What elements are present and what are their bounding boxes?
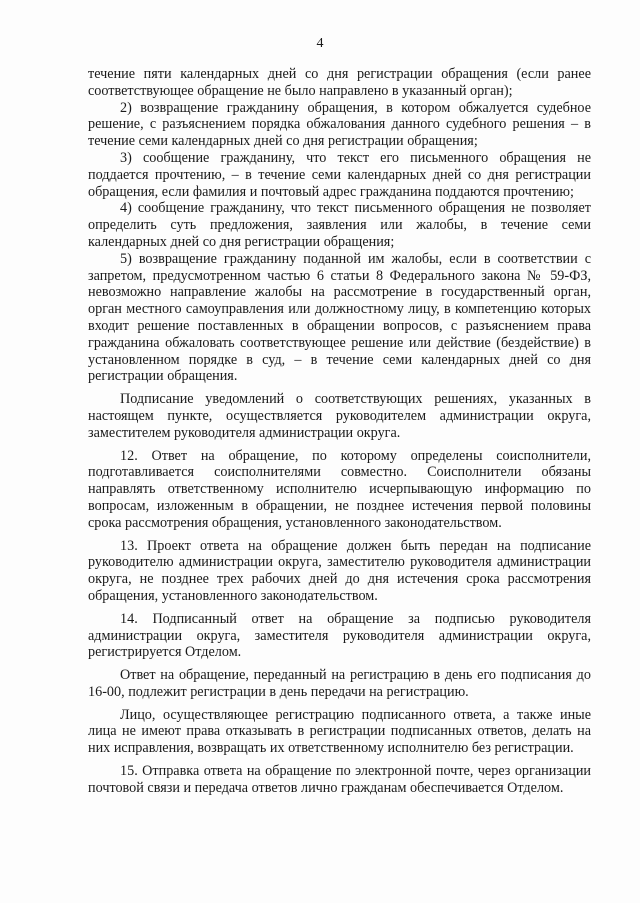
- paragraph-registrar: Лицо, осуществляющее регистрацию подписанного ответа, а также иные лица не имеют права отказывать в регистрации подписанных ответов, делать на них исправления, возвращать их ответственному исполнителю без регистрации.: [88, 706, 591, 757]
- paragraph-clause-14: 14. Подписанный ответ на обращение за подписью руководителя администрации округа, заместителя руководителя администрации округа, регистрируется Отделом.: [88, 610, 591, 661]
- paragraph-item-2: 2) возвращение гражданину обращения, в котором обжалуется судебное решение, с разъяснением порядка обжалования данного судебного решения – в течение семи календарных дней со дня регистрации обращения;: [88, 99, 591, 150]
- document-body: [88, 66, 591, 797]
- paragraph-continuation: течение пяти календарных дней со дня регистрации обращения (если ранее соответствующее обращение не было направлено в указанный орган);: [88, 66, 591, 99]
- page-number: 4: [316, 36, 324, 51]
- paragraph-item-5: 5) возвращение гражданину поданной им жалобы, если в соответствии с запретом, предусмотренном частью 6 статьи 8 Федерального закона № 59-ФЗ, невозможно направление жалобы на рассмотрение в государственный орган, орган местного самоуправления или должностному лицу, в компетенцию которых входит решение поставленных в обращении вопросов, с разъяснением права гражданина обжаловать соответствующее решение или действие (бездействие) в установленном порядке в суд, – в течение семи календарных дней со дня регистрации обращения.: [88, 250, 591, 385]
- paragraph-signing: Подписание уведомлений о соответствующих решениях, указанных в настоящем пункте, осуществляется руководителем администрации округа, заместителем руководителя администрации округа.: [88, 391, 591, 441]
- paragraph-registration: Ответ на обращение, переданный на регистрацию в день его подписания до 16-00, подлежит регистрации в день передачи на регистрацию.: [88, 667, 591, 700]
- paragraph-item-4: 4) сообщение гражданину, что текст письменного обращения не позволяет определить суть предложения, заявления или жалобы, в течение семи календарных дней со дня регистрации обращения;: [88, 200, 591, 250]
- paragraph-clause-12: 12. Ответ на обращение, по которому определены соисполнители, подготавливается соисполнителями совместно. Соисполнители обязаны направлять ответственному исполнителю исчерпывающую информацию по вопросам, изложенным в обращении, не позднее истечения первой половины срока рассмотрения обращения, установленного законодательством.: [88, 447, 591, 531]
- paragraph-clause-13: 13. Проект ответа на обращение должен быть передан на подписание руководителю администрации округа, заместителю руководителя администрации округа, не позднее трех рабочих дней до дня истечения срока рассмотрения обращения, установленного законодательством.: [88, 537, 591, 604]
- paragraph-clause-15: 15. Отправка ответа на обращение по электронной почте, через организации почтовой связи и передача ответов лично гражданам обеспечивается Отделом.: [88, 763, 591, 796]
- paragraph-item-3: 3) сообщение гражданину, что текст его письменного обращения не поддается прочтению, – в течение семи календарных дней со дня регистрации обращения, если фамилия и почтовый адрес гражданина поддаются прочтению;: [88, 149, 591, 200]
